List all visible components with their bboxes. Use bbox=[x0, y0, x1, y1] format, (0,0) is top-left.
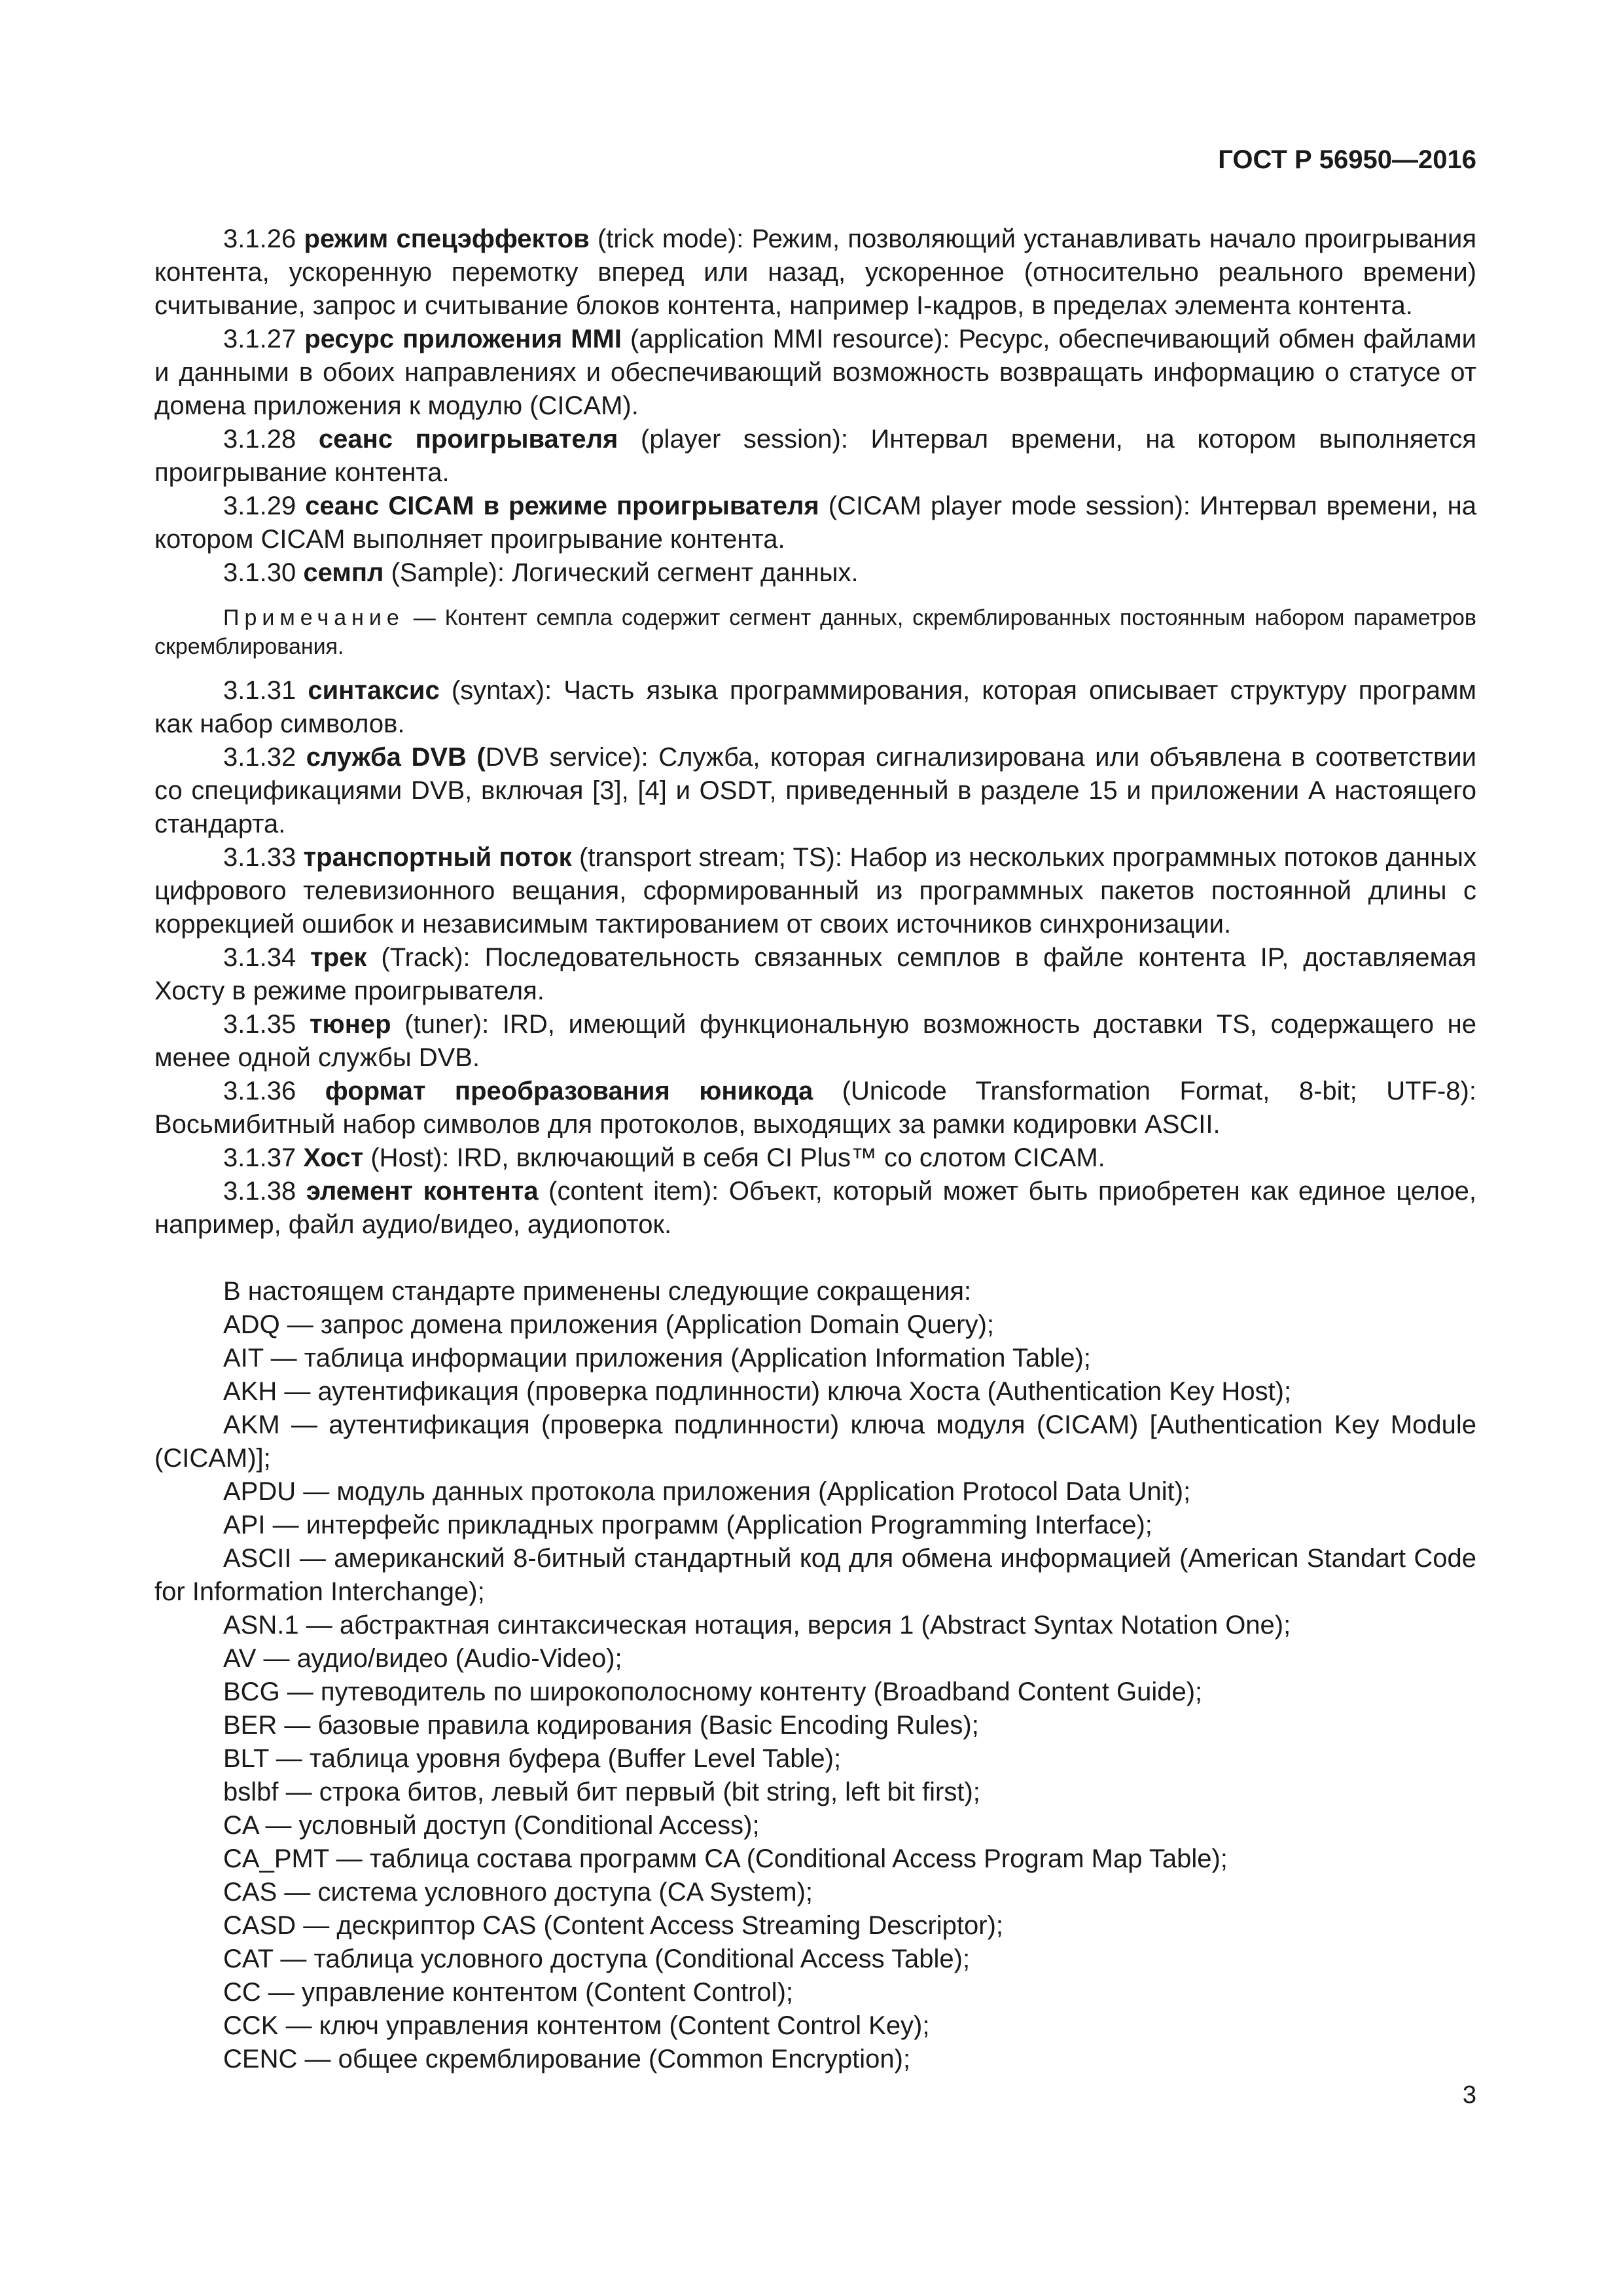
definition-3-1-37 bbox=[154, 1141, 1476, 1175]
definition-text: (tuner): IRD, имеющий функциональную возможность доставки TS, содержащего не менее одной службы DVB. bbox=[154, 1010, 1476, 1072]
definition-number: 3.1.28 bbox=[223, 425, 296, 454]
definition-number: 3.1.35 bbox=[223, 1010, 296, 1039]
page-content bbox=[154, 223, 1476, 2076]
abbreviation-item: APDU — модуль данных протокола приложения (Application Protocol Data Unit); bbox=[223, 1477, 1191, 1506]
definition-number: 3.1.29 bbox=[223, 492, 296, 520]
abbreviation-item: BER — базовые правила кодирования (Basic Encoding Rules); bbox=[223, 1711, 979, 1740]
definition-3-1-26 bbox=[154, 223, 1476, 323]
definition-text: (Track): Последовательность связанных семплов в файле контента IP, доставляемая Хосту в режиме проигрывателя. bbox=[154, 943, 1476, 1005]
definition-number: 3.1.37 bbox=[223, 1143, 296, 1172]
definition-text: (syntax): Часть языка программирования, которая описывает структуру программ как набор символов. bbox=[154, 676, 1476, 738]
abbreviation-item: ASCII — американский 8-битный стандартный код для обмена информацией (American Standart Code for Information Interchange); bbox=[154, 1544, 1476, 1606]
abbreviation-item: ASN.1 — абстрактная синтаксическая нотация, версия 1 (Abstract Syntax Notation One); bbox=[223, 1611, 1291, 1640]
definition-3-1-32 bbox=[154, 741, 1476, 841]
definition-text: (application MMI resource): Ресурс, обеспечивающий обмен файлами и данными в обоих направлениях и обеспечивающий возможность возвращать информацию о статусе от домена приложения к модулю (CICAM). bbox=[154, 325, 1476, 420]
note bbox=[154, 603, 1476, 661]
definition-text: (Sample): Логический сегмент данных. bbox=[383, 558, 859, 587]
definition-number: 3.1.38 bbox=[223, 1177, 296, 1206]
definition-3-1-33 bbox=[154, 841, 1476, 941]
definition-number: 3.1.30 bbox=[223, 558, 296, 587]
definition-term: транспортный поток bbox=[303, 843, 572, 872]
definition-text: (Unicode Transformation Format, 8-bit; UTF-8): Восьмибитный набор символов для протоколов, выходящих за рамки кодировки ASCII. bbox=[154, 1077, 1476, 1139]
abbreviation-item: CC — управление контентом (Content Control); bbox=[223, 1978, 793, 2007]
definition-term: формат преобразования юникода bbox=[325, 1077, 813, 1105]
abbreviation-item: CCK — ключ управления контентом (Content Control Key); bbox=[223, 2011, 930, 2040]
definition-number: 3.1.31 bbox=[223, 676, 296, 705]
note-text: — Контент семпла содержит сегмент данных, скремблированных постоянным набором параметров скремблирования. bbox=[154, 605, 1476, 659]
definition-number: 3.1.27 bbox=[223, 325, 296, 353]
definition-number: 3.1.32 bbox=[223, 743, 296, 772]
abbreviation-item: AIT — таблица информации приложения (Application Information Table); bbox=[223, 1344, 1091, 1372]
definition-text: (Host): IRD, включающий в себя CI Plus™ со слотом CICAM. bbox=[363, 1143, 1105, 1172]
definition-3-1-35 bbox=[154, 1008, 1476, 1075]
definition-term: служба DVB ( bbox=[306, 743, 486, 772]
definition-number: 3.1.34 bbox=[223, 943, 296, 972]
definition-3-1-34 bbox=[154, 941, 1476, 1008]
document-header bbox=[1218, 147, 1476, 173]
abbreviation-item: CA — условный доступ (Conditional Access); bbox=[223, 1811, 760, 1840]
abbreviation-item: ADQ — запрос домена приложения (Application Domain Query); bbox=[223, 1310, 995, 1339]
definition-text: (transport stream; TS): Набор из нескольких программных потоков данных цифрового телевизионного вещания, сформированный из программных пакетов постоянной длины с коррекцией ошибок и независимым тактированием от своих источников синхронизации. bbox=[154, 843, 1477, 939]
definition-3-1-38 bbox=[154, 1175, 1476, 1242]
definition-3-1-27 bbox=[154, 323, 1476, 423]
definition-term: Хост bbox=[303, 1143, 364, 1172]
definition-3-1-29 bbox=[154, 490, 1476, 556]
abbreviation-item: CAT — таблица условного доступа (Conditional Access Table); bbox=[223, 1945, 971, 1973]
definition-text: (CICAM player mode session): Интервал времени, на котором CICAM выполняет проигрывание контента. bbox=[154, 492, 1476, 554]
abbreviation-item: AKM — аутентификация (проверка подлинности) ключа модуля (CICAM) [Authentication Key Module (CICAM)]; bbox=[154, 1410, 1476, 1473]
abbreviation-item: CASD — дескриптор CAS (Content Access Streaming Descriptor); bbox=[223, 1911, 1004, 1940]
abbreviation-item: BCG — путеводитель по широкополосному контенту (Broadband Content Guide); bbox=[223, 1677, 1203, 1706]
definition-3-1-30 bbox=[154, 556, 1476, 590]
definition-3-1-28 bbox=[154, 423, 1476, 490]
definition-number: 3.1.36 bbox=[223, 1077, 296, 1105]
definition-term: синтаксис bbox=[308, 676, 440, 705]
page-number: 3 bbox=[1462, 2081, 1476, 2109]
abbreviation-item: AKH — аутентификация (проверка подлинности) ключа Хоста (Authentication Key Host); bbox=[223, 1377, 1292, 1406]
definition-term: ресурс приложения MMI bbox=[304, 325, 622, 353]
definition-term: сеанс CICAM в режиме проигрывателя bbox=[305, 492, 819, 520]
abbreviations-intro: В настоящем стандарте применены следующие сокращения: bbox=[223, 1277, 972, 1306]
note-label: Примечание bbox=[223, 605, 404, 630]
definition-text: (trick mode): Режим, позволяющий устанавливать начало проигрывания контента, ускоренную перемотку вперед или назад, ускоренное (относительно реального времени) считывание, запрос и считывание блоков контента, например I-кадров, в пределах элемента контента. bbox=[154, 224, 1476, 320]
definition-text: (content item): Объект, который может быть приобретен как единое целое, например, файл аудио/видео, аудиопоток. bbox=[154, 1177, 1477, 1239]
definition-term: режим спецэффектов bbox=[304, 224, 590, 253]
definition-text: (player session): Интервал времени, на котором выполняется проигрывание контента. bbox=[154, 425, 1476, 487]
abbreviation-item: CAS — система условного доступа (CA System); bbox=[223, 1878, 813, 1907]
abbreviation-item: bslbf — строка битов, левый бит первый (bit string, left bit first); bbox=[223, 1778, 980, 1806]
abbreviation-item: AV — аудио/видео (Audio-Video); bbox=[223, 1644, 622, 1673]
definition-term: трек bbox=[310, 943, 367, 972]
standard-id: ГОСТ Р 56950—2016 bbox=[1218, 145, 1476, 174]
definition-term: сеанс проигрывателя bbox=[318, 425, 618, 454]
definition-number: 3.1.33 bbox=[223, 843, 296, 872]
abbreviation-item: BLT — таблица уровня буфера (Buffer Level Table); bbox=[223, 1744, 842, 1773]
definition-3-1-31 bbox=[154, 674, 1476, 741]
definition-number: 3.1.26 bbox=[223, 224, 296, 253]
definition-term: тюнер bbox=[309, 1010, 391, 1039]
abbreviation-item: CENC — общее скремблирование (Common Encryption); bbox=[223, 2045, 911, 2073]
abbreviation-item: API — интерфейс прикладных программ (Application Programming Interface); bbox=[223, 1511, 1152, 1539]
definition-term: элемент контента bbox=[306, 1177, 539, 1206]
definition-text: DVB service): Служба, которая сигнализирована или объявлена в соответствии со спецификациями DVB, включая [3], [4] и OSDT, приведенный в разделе 15 и приложении А настоящего стандарта. bbox=[154, 743, 1476, 838]
abbreviation-item: CA_PMT — таблица состава программ CA (Conditional Access Program Map Table); bbox=[223, 1844, 1228, 1873]
definition-3-1-36 bbox=[154, 1075, 1476, 1141]
definition-term: семпл bbox=[303, 558, 384, 587]
